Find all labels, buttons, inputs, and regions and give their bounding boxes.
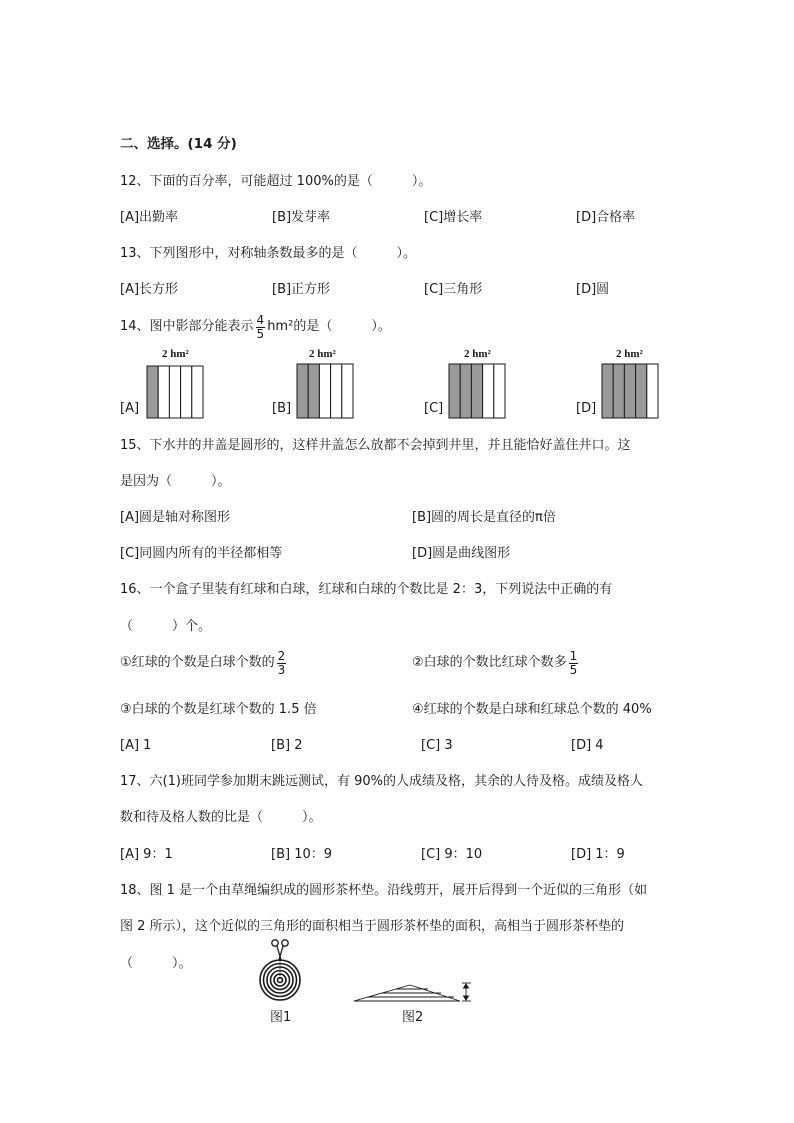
- q16-statement-1: [120, 650, 288, 676]
- question-16-stem-line2: （ ）个。: [120, 619, 212, 634]
- question-13-stem: 13、下列图形中，对称轴条数最多的是（ ）。: [120, 246, 417, 261]
- question-15-stem-line2: 是因为（ ）。: [120, 474, 231, 489]
- q14-figure-a-column-4: [181, 366, 192, 418]
- q14-figure-a-column-2: [158, 366, 169, 418]
- q14-stem-pre: 14、图中影部分能表示: [120, 318, 254, 334]
- q14-fraction-numerator: 4: [256, 313, 265, 327]
- q13-option-c[interactable]: [C]三角形: [424, 282, 483, 297]
- question-16-stem-line1: 16、一个盒子里装有红球和白球，红球和白球的个数比是 2：3，下列说法中正确的有: [120, 582, 613, 597]
- q14-option-b[interactable]: [B]: [272, 401, 292, 416]
- q16-option-c[interactable]: [C] 3: [421, 738, 453, 753]
- q16-s2-fraction: [569, 650, 579, 676]
- q12-option-d[interactable]: [D]合格率: [576, 210, 636, 225]
- q14-option-d[interactable]: [D]: [576, 401, 597, 416]
- question-15-stem-line1: 15、下水井的井盖是圆形的，这样井盖怎么放都不会掉到井里，并且能恰好盖住井口。这: [120, 438, 631, 453]
- q16-option-b[interactable]: [B] 2: [271, 738, 303, 753]
- q15-option-c[interactable]: [C]同圆内所有的半径都相等: [120, 546, 283, 561]
- q13-option-d[interactable]: [D]圆: [576, 282, 610, 297]
- question-14-stem: [120, 314, 391, 340]
- q18-figure-2-triangle: [350, 978, 472, 1006]
- q14-figure-c: [448, 363, 506, 419]
- q14-figure-d-column-5: [647, 364, 658, 418]
- q14-figure-c-column-1: [449, 364, 460, 418]
- q14-figure-b-label: 2 hm²: [309, 348, 336, 360]
- q14-figure-c-column-5: [494, 364, 505, 418]
- q17-option-a[interactable]: [A] 9：1: [120, 847, 173, 862]
- question-17-stem-line1: 17、六(1)班同学参加期末跳远测试，有 90%的人成绩及格，其余的人待及格。成绩及格人: [120, 774, 643, 789]
- q14-figure-d-label: 2 hm²: [616, 348, 643, 360]
- q14-figure-b: [296, 363, 354, 419]
- q13-option-a[interactable]: [A]长方形: [120, 282, 179, 297]
- q16-s1-fraction: [277, 650, 287, 676]
- q16-s2-numerator: 1: [569, 649, 578, 663]
- question-18-stem-line2: 图 2 所示），这个近似的三角形的面积相当于圆形茶杯垫的面积，高相当于圆形茶杯垫的: [120, 919, 625, 934]
- q18-figure-1-label: 图1: [270, 1010, 292, 1025]
- q14-figure-b-column-4: [331, 364, 342, 418]
- q14-figure-a: [146, 365, 204, 419]
- q14-figure-c-column-4: [483, 364, 494, 418]
- height-arrow-icon: [462, 983, 471, 1001]
- q16-option-d[interactable]: [D] 4: [571, 738, 604, 753]
- q14-figure-b-column-5: [342, 364, 353, 418]
- q14-figure-d-column-4: [636, 364, 647, 418]
- q16-s1-denominator: 3: [277, 662, 286, 677]
- q17-option-b[interactable]: [B] 10：9: [271, 847, 333, 862]
- q14-figure-b-column-3: [319, 364, 330, 418]
- q18-figure-2-label: 图2: [402, 1010, 424, 1025]
- q16-s2-denominator: 5: [569, 662, 578, 677]
- q13-option-b[interactable]: [B]正方形: [272, 282, 331, 297]
- question-18-stem-line3: （ ）。: [120, 956, 192, 971]
- q14-figure-b-column-2: [308, 364, 319, 418]
- q16-s1-numerator: 2: [277, 649, 286, 663]
- section-title: 二、选择。(14 分): [120, 136, 237, 152]
- q17-option-c[interactable]: [C] 9：10: [421, 847, 483, 862]
- q14-stem-post: 的是（ ）。: [293, 318, 391, 334]
- q14-figure-c-label: 2 hm²: [464, 348, 491, 360]
- q14-figure-a-column-3: [169, 366, 180, 418]
- q14-figure-a-column-1: [147, 366, 158, 418]
- scissors-icon: [272, 940, 288, 960]
- q15-option-d[interactable]: [D]圆是曲线图形: [412, 546, 511, 561]
- q14-figure-c-column-2: [460, 364, 471, 418]
- q14-figure-a-column-5: [192, 366, 203, 418]
- question-17-stem-line2: 数和待及格人数的比是（ ）。: [120, 810, 322, 825]
- question-18-stem-line1: 18、图 1 是一个由草绳编织成的圆形茶杯垫。沿线剪开，展开后得到一个近似的三角形（如: [120, 883, 648, 898]
- q14-fraction: [256, 314, 266, 340]
- q14-figure-a-label: 2 hm²: [162, 348, 189, 360]
- q14-option-c[interactable]: [C]: [424, 401, 444, 416]
- q14-figure-d: [601, 363, 659, 419]
- q18-figure-1-coaster: [252, 934, 308, 1004]
- q12-option-a[interactable]: [A]出勤率: [120, 210, 179, 225]
- q12-option-c[interactable]: [C]增长率: [424, 210, 483, 225]
- q15-option-b[interactable]: [B]圆的周长是直径的π倍: [412, 510, 556, 525]
- q15-option-a[interactable]: [A]圆是轴对称图形: [120, 510, 231, 525]
- q14-stem-unit: hm²: [267, 318, 294, 334]
- q14-fraction-denominator: 5: [256, 326, 265, 341]
- q14-figure-b-column-1: [297, 364, 308, 418]
- q14-figure-d-column-1: [602, 364, 613, 418]
- question-12-stem: 12、下面的百分率，可能超过 100%的是（ ）。: [120, 174, 432, 189]
- q14-figure-d-column-3: [624, 364, 635, 418]
- q16-s1-text: ①红球的个数是白球个数的: [120, 654, 275, 670]
- q16-option-a[interactable]: [A] 1: [120, 738, 152, 753]
- q17-option-d[interactable]: [D] 1：9: [571, 847, 625, 862]
- q16-statement-4: ④红球的个数是白球和红球总个数的 40%: [412, 702, 652, 717]
- q14-option-a[interactable]: [A]: [120, 401, 140, 416]
- q14-figure-c-column-3: [471, 364, 482, 418]
- q12-option-b[interactable]: [B]发芽率: [272, 210, 331, 225]
- q16-s2-text: ②白球的个数比红球个数多: [412, 654, 567, 670]
- q16-statement-3: ③白球的个数是红球个数的 1.5 倍: [120, 702, 317, 717]
- q16-statement-2: [412, 650, 580, 676]
- q14-figure-d-column-2: [613, 364, 624, 418]
